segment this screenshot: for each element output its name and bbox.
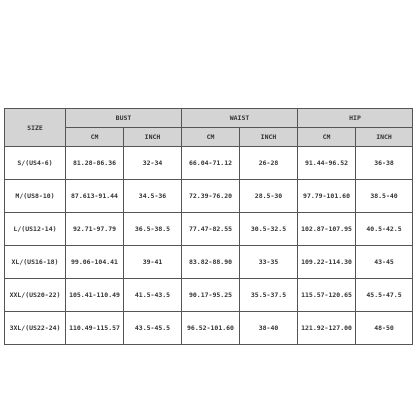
- bust-cm-cell: 110.49-115.57: [66, 312, 124, 345]
- bust-cm-cell: 81.28-86.36: [66, 147, 124, 180]
- table-row: [5, 246, 413, 279]
- waist-inch-cell: 35.5-37.5: [240, 279, 298, 312]
- bust-inch-cell: 34.5-36: [124, 180, 182, 213]
- size-cell: 3XL/(US22-24): [5, 312, 66, 345]
- waist-inch-cell: 28.5-30: [240, 180, 298, 213]
- size-cell: L/(US12-14): [5, 213, 66, 246]
- table-row: [5, 147, 413, 180]
- bust-inch-cell: 36.5-38.5: [124, 213, 182, 246]
- hip-cm-cell: 109.22-114.30: [298, 246, 356, 279]
- size-cell: M/(US8-10): [5, 180, 66, 213]
- size-cell: XXL/(US20-22): [5, 279, 66, 312]
- bust-inch-cell: 43.5-45.5: [124, 312, 182, 345]
- hip-cm-cell: 91.44-96.52: [298, 147, 356, 180]
- hip-cm-cell: 97.79-101.60: [298, 180, 356, 213]
- bust-inch-cell: 41.5-43.5: [124, 279, 182, 312]
- waist-header: WAIST: [182, 109, 298, 128]
- hip-cm-header: CM: [298, 128, 356, 147]
- hip-inch-cell: 40.5-42.5: [356, 213, 413, 246]
- hip-inch-cell: 48-50: [356, 312, 413, 345]
- hip-header: HIP: [298, 109, 413, 128]
- table-row: [5, 279, 413, 312]
- bust-inch-cell: 39-41: [124, 246, 182, 279]
- header-row-units: [5, 128, 413, 147]
- table-row: [5, 312, 413, 345]
- bust-cm-cell: 105.41-110.49: [66, 279, 124, 312]
- bust-cm-cell: 99.06-104.41: [66, 246, 124, 279]
- size-cell: S/(US4-6): [5, 147, 66, 180]
- header-row-groups: [5, 109, 413, 128]
- hip-inch-cell: 36-38: [356, 147, 413, 180]
- size-cell: XL/(US16-18): [5, 246, 66, 279]
- waist-inch-cell: 26-28: [240, 147, 298, 180]
- size-chart-table: [4, 108, 413, 345]
- hip-cm-cell: 115.57-120.65: [298, 279, 356, 312]
- waist-cm-cell: 72.39-76.20: [182, 180, 240, 213]
- bust-inch-header: INCH: [124, 128, 182, 147]
- bust-cm-cell: 87.613-91.44: [66, 180, 124, 213]
- hip-cm-cell: 121.92-127.00: [298, 312, 356, 345]
- waist-cm-cell: 77.47-82.55: [182, 213, 240, 246]
- waist-cm-header: CM: [182, 128, 240, 147]
- waist-inch-cell: 33-35: [240, 246, 298, 279]
- bust-header: BUST: [66, 109, 182, 128]
- hip-inch-header: INCH: [356, 128, 413, 147]
- hip-inch-cell: 45.5-47.5: [356, 279, 413, 312]
- hip-inch-cell: 38.5-40: [356, 180, 413, 213]
- bust-cm-cell: 92.71-97.79: [66, 213, 124, 246]
- waist-cm-cell: 96.52-101.60: [182, 312, 240, 345]
- table-row: [5, 213, 413, 246]
- waist-cm-cell: 83.82-88.90: [182, 246, 240, 279]
- waist-cm-cell: 90.17-95.25: [182, 279, 240, 312]
- waist-cm-cell: 66.04-71.12: [182, 147, 240, 180]
- waist-inch-cell: 30.5-32.5: [240, 213, 298, 246]
- table-row: [5, 180, 413, 213]
- hip-cm-cell: 102.87-107.95: [298, 213, 356, 246]
- bust-inch-cell: 32-34: [124, 147, 182, 180]
- size-header: SIZE: [5, 109, 66, 147]
- waist-inch-header: INCH: [240, 128, 298, 147]
- waist-inch-cell: 38-40: [240, 312, 298, 345]
- hip-inch-cell: 43-45: [356, 246, 413, 279]
- bust-cm-header: CM: [66, 128, 124, 147]
